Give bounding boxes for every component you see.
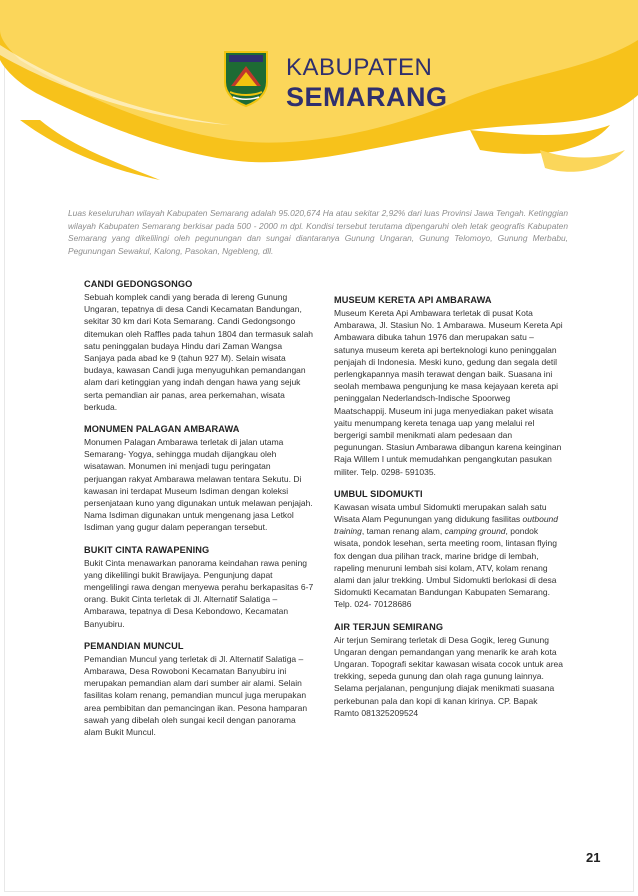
section-title: MUSEUM KERETA API AMBARAWA <box>334 295 492 305</box>
section-title: PEMANDIAN MUNCUL <box>84 640 184 651</box>
section-body: Kawasan wisata umbul Sidomukti merupakan salah satu Wisata Alam Pegunungan yang didukung fasilitas outbound training, taman renang alam, camping ground, pondok wisata, pondok lesehan, serta meeting room, lintasan flying fox dengan dua pilihan track, marine bridge di lembah, rapeling menuruni lembah sisi kolam, ATV, kolam renang alami dan jalur trekking. Umbul Sidomukti berlokasi di desa Sidomukti Kecamatan Bandungan Kabupaten Semarang. Telp. 024- 70128686 <box>334 501 558 610</box>
swoosh-wisp-right-2 <box>540 150 625 172</box>
section-pemandian-muncul <box>84 641 314 738</box>
page-number: 21 <box>586 850 601 865</box>
section-body: Museum Kereta Api Ambawara terletak di pusat Kota Ambarawa, Jl. Stasiun No. 1 Ambarawa. Museum Kereta Api Ambawara dibuka tahun 1976 dan merupakan satu – satunya museum kereta api berteknologi kuno peninggalan penjajah di Indonesia. Meski kuno, gedung dan segala detil perlengkapannya masih terawat dengan baik. Suasana ini seolah membawa pengunjung ke masa kejayaan kereta api peninggalan Nederlandsch-Indische Spoorweg Maatschappij. Museum ini juga menyediakan paket wisata yaitu menumpang kereta tenaga uap yang melalui rel bergerigi sambil menikmati alam pedesaan dan pegunungan. Stasiun Ambarawa dibangun karena keinginan Raja Willem I untuk memudahkan pengangkutan pasukan militer. Telp. 0298- 591035. <box>334 308 563 477</box>
section-monumen-palagan <box>84 424 314 534</box>
section-bukit-cinta <box>84 545 314 630</box>
swoosh-wisp-right <box>470 125 610 154</box>
section-body: Air terjun Semirang terletak di Desa Gogik, lereg Gunung Ungaran dengan pemandangan yang menarik ke arah kota Ungaran. Topografi sekitar kawasan wisata cocok untuk area trekking, sepeda gunung dan olah raga gunung lainnya. Selama perjalanan, pengunjung diajak menikmati suasana perkebunan pala dan kopi di kanan kirinya. CP. Bapak Ramto 081325209524 <box>334 634 563 718</box>
section-body: Monumen Palagan Ambarawa terletak di jalan utama Semarang- Yogya, sehingga mudah dijangkau oleh wisatawan. Monumen ini menjadi tugu peringatan perjuangan rakyat Ambarawa melawan tentara Sekutu. Di kawasan ini terdapat Museum Isdiman dengan koleksi persenjataan kuno yang digunakan untuk melawan penjajah. Nama Isdiman digunakan untuk mengenang jasa Letkol Isdiman yang gugur dalam peperangan tersebut. <box>84 437 313 533</box>
intro-paragraph: Luas keseluruhan wilayah Kabupaten Semarang adalah 95.020,674 Ha atau sekitar 2,92% dari luas Provinsi Jawa Tengah. Ketinggian wilayah Kabupaten Semarang berkisar pada 500 - 2000 m dpl. Kondisi tersebut terutama dipengaruhi oleh letak geografis Kabupaten Semarang yang dikelilingi oleh pegunungan dan sungai diantaranya Gunung Ungaran, Gunung Telomoyo, Gunung Merbabu, Pegunungan Sewakul, Kalong, Pasokan, Ngebleng, dll. <box>68 208 568 256</box>
brand-line-kabupaten: KABUPATEN <box>286 54 433 81</box>
section-title: CANDI GEDONGSONGO <box>84 279 193 289</box>
section-air-terjun-semirang <box>334 622 564 719</box>
section-museum-kereta-api <box>334 295 564 478</box>
section-title: UMBUL SIDOMUKTI <box>334 488 423 499</box>
section-title: BUKIT CINTA RAWAPENING <box>84 544 210 555</box>
left-column <box>84 279 314 749</box>
right-column <box>334 295 564 730</box>
section-umbul-sidomukti <box>334 489 564 611</box>
kabupaten-emblem <box>221 48 271 108</box>
section-body: Sebuah komplek candi yang berada di lereng Gunung Ungaran, tepatnya di desa Candi Kecamatan Bandungan, sekitar 30 km dari Kota Semarang. Candi Gedongsongo ditemukan oleh Raffles pada tahun 1804 dan termasuk salah satu peninggalan budaya Hindu dari Zaman Wangsa Sanjaya pada abad ke 9 (tahun 927 M). Selain wisata budaya, kawasan Candi juga menyuguhkan pemandangan alam dari ketinggian yang indah dengan hawa yang sejuk serta pemandian air panas, area perkemahan, wisata berkuda. <box>84 292 314 412</box>
brand-title <box>286 56 448 111</box>
section-body: Bukit Cinta menawarkan panorama keindahan rawa pening yang dikelilingi bukit Brawijaya. Pengunjung dapat mengelilingi rawa dengan menyewa perahu berkapasitas 6-7 orang. Bukit Cinta terletak di Jl. Alternatif Salatiga – Ambarawa, tepatnya di Desa Kebondowo, Kecamatan Banyubiru. <box>84 557 314 629</box>
section-title: AIR TERJUN SEMIRANG <box>334 621 444 632</box>
brand-line-semarang: SEMARANG <box>286 82 448 112</box>
section-title: MONUMEN PALAGAN AMBARAWA <box>84 424 240 435</box>
section-candi-gedongsongo <box>84 279 314 413</box>
section-body: Pemandian Muncul yang terletak di Jl. Alternatif Salatiga – Ambarawa, Desa Rowoboni Kecamatan Banyubiru ini merupakan pemandian alam dari sumber air alami. Selain fasilitas kolam renang, pemandian muncul juga merupakan area pembibitan dan pemancingan ikan. Pesona hamparan sawah yang dibelah oleh sungai kecil dengan panorama alam Bukit Muncul. <box>84 653 308 738</box>
